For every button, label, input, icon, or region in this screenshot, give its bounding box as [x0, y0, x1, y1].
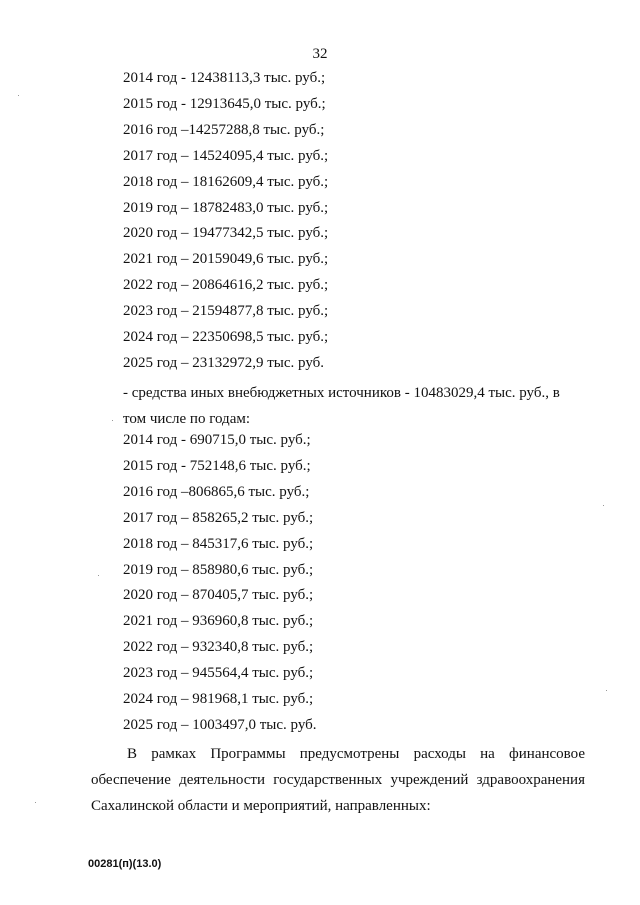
budget-year-line: 2017 год – 14524095,4 тыс. руб.; [123, 147, 329, 164]
scan-speck [112, 420, 113, 421]
scan-speck [18, 95, 19, 96]
budget-year-line: 2018 год – 18162609,4 тыс. руб.; [123, 173, 329, 190]
other-sources-heading: - средства иных внебюджетных источников - 10483029,4 тыс. руб., в том числе по годам: [123, 385, 560, 427]
scan-speck [603, 505, 604, 506]
budget-year-line: 2019 год – 18782483,0 тыс. руб.; [123, 199, 329, 216]
page-number: 32 [312, 46, 328, 62]
other-sources-year-line: 2021 год – 936960,8 тыс. руб.; [123, 613, 314, 630]
budget-year-line: 2023 год – 21594877,8 тыс. руб.; [123, 303, 329, 320]
closing-paragraph: В рамках Программы предусмотрены расходы на финансовое обеспечение деятельности государственных учреждений здравоохранения Сахалинской области и мероприятий, направленных: [91, 746, 585, 814]
other-sources-year-line: 2018 год – 845317,6 тыс. руб.; [123, 535, 314, 552]
budget-year-line: 2015 год - 12913645,0 тыс. руб.; [123, 95, 326, 112]
other-sources-year-line: 2016 год –806865,6 тыс. руб.; [123, 483, 310, 500]
budget-year-line: 2016 год –14257288,8 тыс. руб.; [123, 121, 325, 138]
other-sources-year-line: 2025 год – 1003497,0 тыс. руб. [123, 716, 317, 733]
budget-year-line: 2014 год - 12438113,3 тыс. руб.; [123, 70, 326, 86]
scan-speck [35, 802, 36, 803]
budget-year-line: 2020 год – 19477342,5 тыс. руб.; [123, 225, 329, 242]
budget-year-line: 2022 год – 20864616,2 тыс. руб.; [123, 277, 329, 294]
scan-speck [606, 690, 607, 691]
other-sources-year-line: 2019 год – 858980,6 тыс. руб.; [123, 561, 314, 578]
budget-year-line: 2024 год – 22350698,5 тыс. руб.; [123, 329, 329, 345]
other-sources-year-line: 2017 год – 858265,2 тыс. руб.; [123, 509, 314, 526]
budget-year-line: 2021 год – 20159049,6 тыс. руб.; [123, 251, 329, 268]
scan-speck [98, 575, 99, 576]
other-sources-year-line: 2024 год – 981968,1 тыс. руб.; [123, 691, 314, 707]
other-sources-year-line: 2014 год - 690715,0 тыс. руб.; [123, 432, 311, 448]
other-sources-year-line: 2015 год - 752148,6 тыс. руб.; [123, 457, 311, 474]
document-code: 00281(п)(13.0) [88, 858, 162, 870]
budget-year-line: 2025 год – 23132972,9 тыс. руб. [123, 354, 325, 371]
other-sources-year-line: 2022 год – 932340,8 тыс. руб.; [123, 639, 314, 656]
other-sources-year-line: 2023 год – 945564,4 тыс. руб.; [123, 665, 314, 682]
other-sources-year-line: 2020 год – 870405,7 тыс. руб.; [123, 587, 314, 604]
